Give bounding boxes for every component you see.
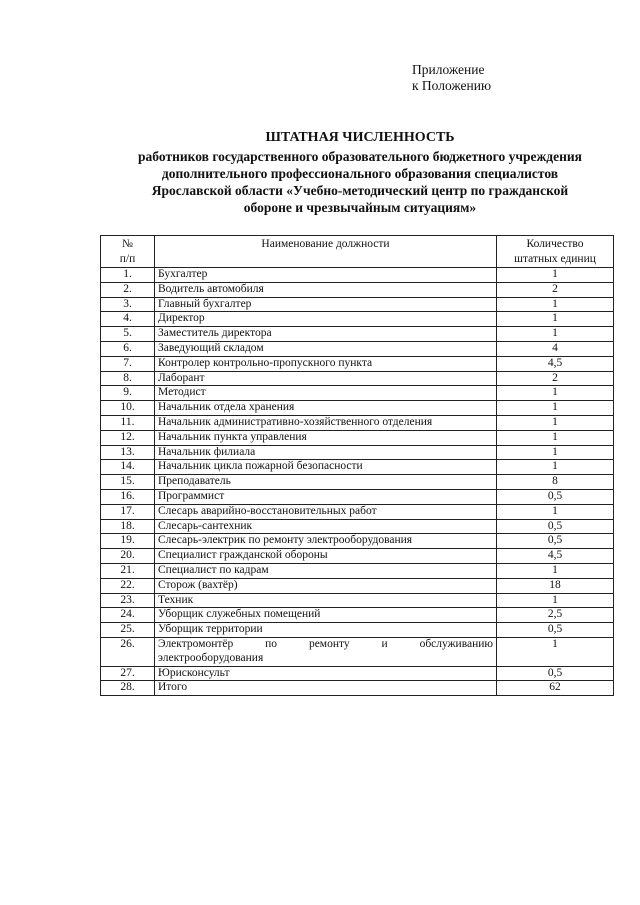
table-row: [101, 327, 614, 342]
position-name-line-2: электрооборудования: [158, 651, 264, 664]
table-row: [101, 312, 614, 327]
staff-units: 1: [497, 637, 614, 666]
staff-units: 0,5: [497, 666, 614, 681]
table-row: [101, 623, 614, 638]
staff-units: 1: [497, 460, 614, 475]
table-row: [101, 593, 614, 608]
title-line: работников государственного образовательного бюджетного учреждения: [138, 149, 582, 164]
row-number: 25.: [101, 623, 155, 638]
header-num-line-2: п/п: [119, 253, 136, 265]
header-qty: [497, 236, 614, 268]
title-main: ШТАТНАЯ ЧИСЛЕННОСТЬ: [265, 130, 455, 145]
position-name: Лаборант: [155, 371, 497, 386]
row-number: 6.: [101, 341, 155, 356]
row-number: 20.: [101, 549, 155, 564]
position-name: Преподаватель: [155, 475, 497, 490]
position-name: Уборщик территории: [155, 623, 497, 638]
row-number: 22.: [101, 578, 155, 593]
row-number: 15.: [101, 475, 155, 490]
position-name: Специалист гражданской обороны: [155, 549, 497, 564]
position-name: Директор: [155, 312, 497, 327]
staff-units: 8: [497, 475, 614, 490]
table-row: [101, 282, 614, 297]
position-name: Водитель автомобиля: [155, 282, 497, 297]
table-row: [101, 356, 614, 371]
table-row: [101, 371, 614, 386]
position-name: Юрисконсульт: [155, 666, 497, 681]
staff-units: 0,5: [497, 519, 614, 534]
row-number: 1.: [101, 268, 155, 283]
staff-units: 2: [497, 282, 614, 297]
row-number: 14.: [101, 460, 155, 475]
appendix-line-1: Приложение: [412, 62, 485, 77]
staff-units: 0,5: [497, 534, 614, 549]
position-name: Программист: [155, 489, 497, 504]
position-name: Уборщик служебных помещений: [155, 608, 497, 623]
table-row: [101, 341, 614, 356]
position-name: Главный бухгалтер: [155, 297, 497, 312]
table-row: [101, 460, 614, 475]
position-name: Начальник цикла пожарной безопасности: [155, 460, 497, 475]
row-number: 9.: [101, 386, 155, 401]
table-row: [101, 519, 614, 534]
position-name: Начальник административно-хозяйственного отделения: [155, 415, 497, 430]
header-qty-line-1: Количество: [526, 238, 584, 250]
row-number: 26.: [101, 637, 155, 666]
header-num-line-1: №: [122, 238, 133, 250]
staff-table: [100, 235, 614, 696]
position-name: Бухгалтер: [155, 268, 497, 283]
position-name: Слесарь-электрик по ремонту электрооборудования: [155, 534, 497, 549]
position-name: Контролер контрольно-пропускного пункта: [155, 356, 497, 371]
row-number: 11.: [101, 415, 155, 430]
staff-units: 1: [497, 401, 614, 416]
row-number: 4.: [101, 312, 155, 327]
staff-units: 2,5: [497, 608, 614, 623]
document-title: [90, 130, 630, 216]
table-row: [101, 489, 614, 504]
position-name: Начальник филиала: [155, 445, 497, 460]
title-line: дополнительного профессионального образования специалистов: [161, 166, 559, 181]
staff-units: 1: [497, 430, 614, 445]
table-row: [101, 666, 614, 681]
table-row: [101, 504, 614, 519]
position-name: Начальник отдела хранения: [155, 401, 497, 416]
table-row: [101, 401, 614, 416]
row-number: 16.: [101, 489, 155, 504]
staff-units: 0,5: [497, 489, 614, 504]
table-row: [101, 549, 614, 564]
row-number: 19.: [101, 534, 155, 549]
staff-units: 4,5: [497, 356, 614, 371]
row-number: 12.: [101, 430, 155, 445]
staff-units: 0,5: [497, 623, 614, 638]
row-number: 3.: [101, 297, 155, 312]
position-name: Специалист по кадрам: [155, 563, 497, 578]
table-row: [101, 415, 614, 430]
staff-units: 4: [497, 341, 614, 356]
row-number: 28.: [101, 681, 155, 696]
table-row: [101, 386, 614, 401]
appendix-line-2: к Положению: [412, 78, 492, 93]
staff-units: 1: [497, 445, 614, 460]
position-name: Заместитель директора: [155, 327, 497, 342]
position-name: Техник: [155, 593, 497, 608]
row-number: 13.: [101, 445, 155, 460]
staff-units: 1: [497, 593, 614, 608]
table-row: [101, 430, 614, 445]
row-number: 8.: [101, 371, 155, 386]
table-row: [101, 268, 614, 283]
position-name: Слесарь аварийно-восстановительных работ: [155, 504, 497, 519]
table-header-row: [101, 236, 614, 268]
table-row: [101, 681, 614, 696]
staff-units: 1: [497, 386, 614, 401]
staff-units: 1: [497, 415, 614, 430]
staff-units: 1: [497, 327, 614, 342]
staff-units: 62: [497, 681, 614, 696]
position-name: Слесарь-сантехник: [155, 519, 497, 534]
staff-units: 18: [497, 578, 614, 593]
row-number: 24.: [101, 608, 155, 623]
row-number: 7.: [101, 356, 155, 371]
table-row: [101, 608, 614, 623]
staff-units: 1: [497, 268, 614, 283]
row-number: 21.: [101, 563, 155, 578]
staff-units: 1: [497, 312, 614, 327]
table-row: [101, 445, 614, 460]
staff-units: 1: [497, 563, 614, 578]
row-number: 27.: [101, 666, 155, 681]
staff-units: 4,5: [497, 549, 614, 564]
position-name: Начальник пункта управления: [155, 430, 497, 445]
appendix-note: [412, 62, 491, 94]
position-name: [155, 637, 497, 666]
header-num: [101, 236, 155, 268]
table-row: [101, 563, 614, 578]
table-row: [101, 637, 614, 666]
row-number: 17.: [101, 504, 155, 519]
row-number: 2.: [101, 282, 155, 297]
table-row: [101, 534, 614, 549]
title-line: Ярославской области «Учебно-методический центр по гражданской: [151, 183, 569, 198]
row-number: 18.: [101, 519, 155, 534]
staff-units: 2: [497, 371, 614, 386]
position-name: Итого: [155, 681, 497, 696]
title-line: обороне и чрезвычайным ситуациям»: [243, 200, 477, 215]
position-name: Методист: [155, 386, 497, 401]
row-number: 23.: [101, 593, 155, 608]
position-name: Сторож (вахтёр): [155, 578, 497, 593]
row-number: 5.: [101, 327, 155, 342]
staff-units: 1: [497, 297, 614, 312]
row-number: 10.: [101, 401, 155, 416]
header-name: Наименование должности: [155, 236, 497, 268]
table-row: [101, 475, 614, 490]
position-name-line-1: Электромонтёр по ремонту и обслуживанию: [158, 637, 493, 650]
table-row: [101, 578, 614, 593]
table-row: [101, 297, 614, 312]
staff-units: 1: [497, 504, 614, 519]
position-name: Заведующий складом: [155, 341, 497, 356]
header-qty-line-2: штатных единиц: [514, 253, 596, 265]
